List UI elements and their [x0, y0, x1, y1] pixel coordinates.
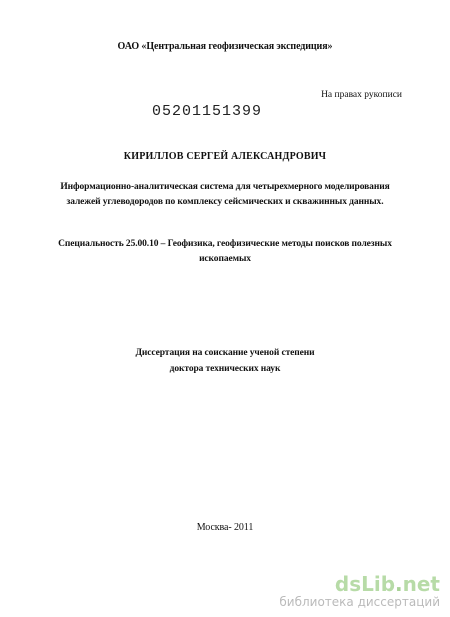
catalog-stamp-number: 05201151399 — [152, 103, 263, 120]
watermark-logo — [279, 573, 440, 595]
rights-notice: На правах рукописи — [321, 90, 402, 100]
watermark-logo-tld: net — [402, 572, 440, 596]
degree-line-1: Диссертация на соискание ученой степени — [135, 348, 315, 358]
specialty-line-2: ископаемых — [199, 254, 251, 264]
specialty-line-1: Специальность 25.00.10 – Геофизика, геофизические методы поисков полезных — [58, 239, 392, 249]
city-year: Москва- 2011 — [196, 522, 254, 533]
author-name: КИРИЛЛОВ СЕРГЕЙ АЛЕКСАНДРОВИЧ — [123, 151, 327, 162]
watermark-logo-dot: . — [395, 572, 403, 596]
dissertation-title-line-1: Информационно-аналитическая система для четырехмерного моделирования — [60, 182, 390, 192]
degree-line-2: доктора технических наук — [169, 364, 281, 374]
dissertation-title-line-2: залежей углеводородов по комплексу сейсмических и скважинных данных. — [66, 197, 384, 207]
dslib-watermark — [279, 573, 440, 609]
watermark-logo-main: dsLib — [334, 572, 396, 596]
organization-name: ОАО «Центральная геофизическая экспедиция» — [117, 41, 333, 52]
watermark-subtitle: библиотека диссертаций — [279, 595, 440, 609]
